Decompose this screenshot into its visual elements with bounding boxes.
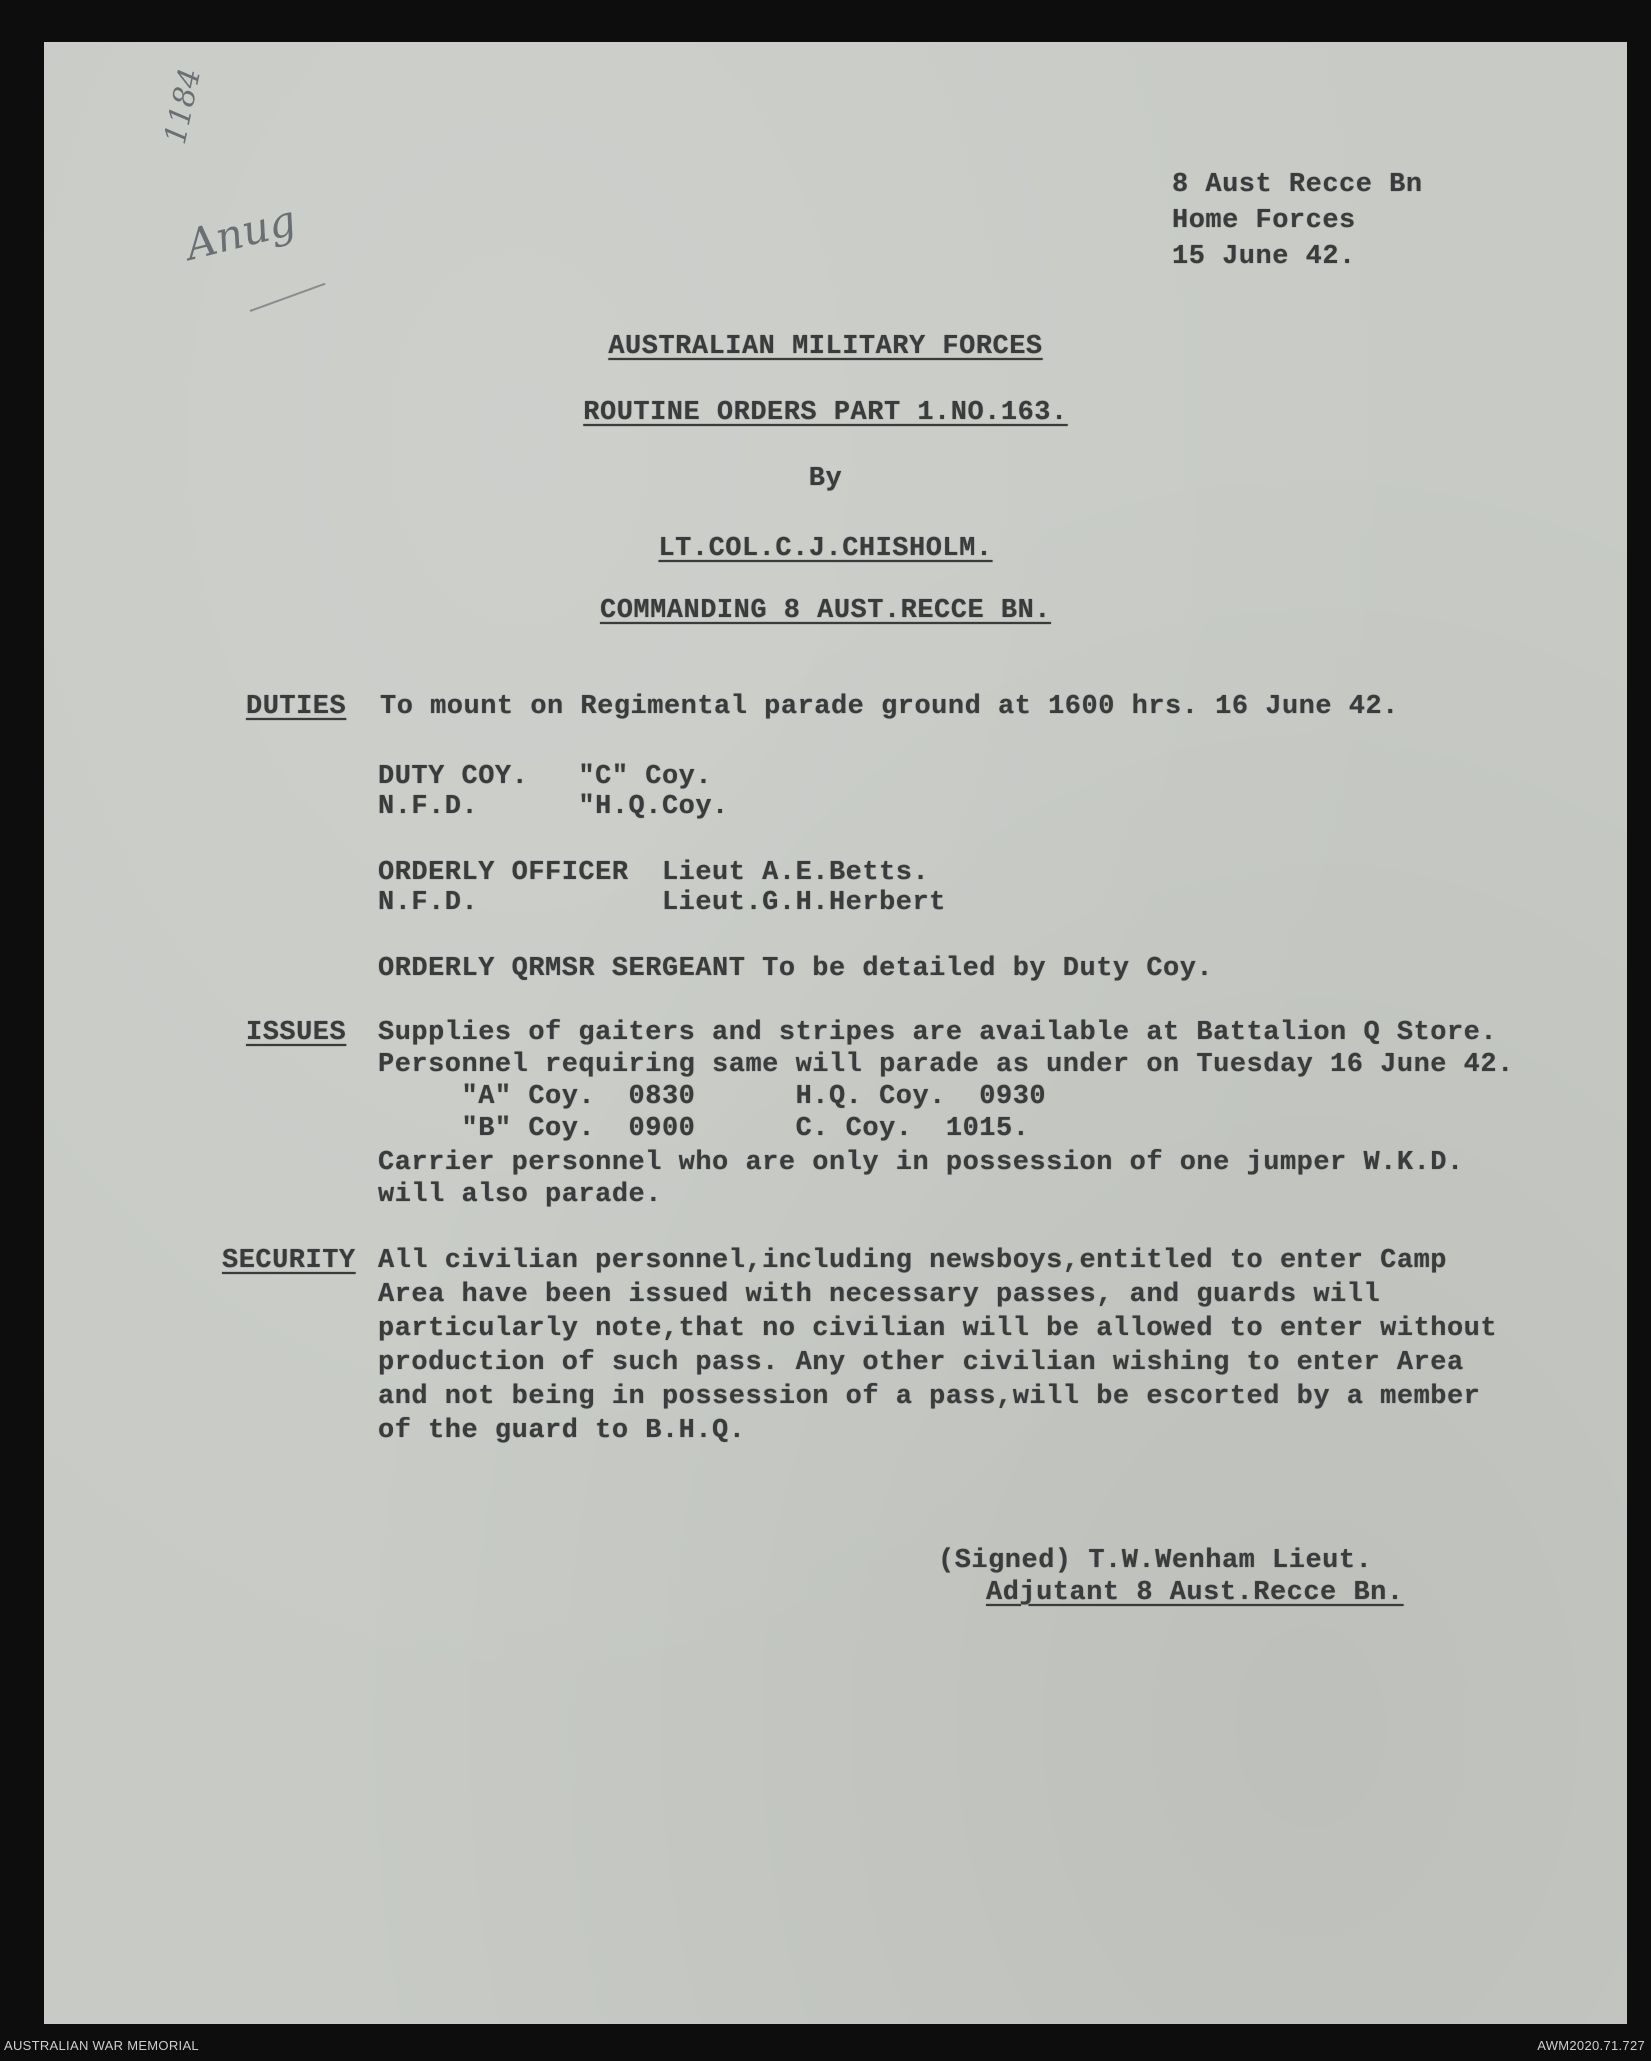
duties-intro: To mount on Regimental parade ground at 1600 hrs. 16 June 42. bbox=[380, 692, 1399, 722]
issues-line: will also parade. bbox=[378, 1180, 662, 1210]
title-by: By bbox=[808, 464, 843, 494]
signature-line: (Signed) T.W.Wenham Lieut. bbox=[938, 1546, 1373, 1576]
issues-line: Supplies of gaiters and stripes are available at Battalion Q Store. bbox=[378, 1018, 1498, 1048]
footer-accession-number: AWM2020.71.727 bbox=[1537, 2038, 1645, 2053]
duties-row: DUTY COY. "C" Coy. bbox=[378, 762, 713, 792]
security-heading: SECURITY bbox=[222, 1246, 356, 1276]
title-commanding: COMMANDING 8 AUST.RECCE BN. bbox=[600, 596, 1051, 626]
footer-institution: AUSTRALIAN WAR MEMORIAL bbox=[4, 2038, 199, 2053]
duties-row: ORDERLY QRMSR SERGEANT To be detailed by Duty Coy. bbox=[378, 954, 1214, 984]
title-forces: AUSTRALIAN MILITARY FORCES bbox=[608, 332, 1043, 362]
issues-line: "A" Coy. 0830 H.Q. Coy. 0930 bbox=[378, 1082, 1047, 1112]
issues-heading: ISSUES bbox=[246, 1018, 347, 1048]
security-line: Area have been issued with necessary passes, and guards will bbox=[378, 1280, 1381, 1310]
handwritten-number: 1184 bbox=[158, 65, 209, 148]
security-line: and not being in possession of a pass,will be escorted by a member bbox=[378, 1382, 1481, 1412]
security-line: All civilian personnel,including newsboys,entitled to enter Camp bbox=[378, 1246, 1447, 1276]
signature-title: Adjutant 8 Aust.Recce Bn. bbox=[986, 1578, 1404, 1608]
security-line: production of such pass. Any other civilian wishing to enter Area bbox=[378, 1348, 1464, 1378]
unit-header-line1: 8 Aust Recce Bn bbox=[1172, 170, 1423, 200]
duties-row: ORDERLY OFFICER Lieut A.E.Betts. bbox=[378, 858, 930, 888]
title-commander: LT.COL.C.J.CHISHOLM. bbox=[658, 534, 993, 564]
duties-row: N.F.D. "H.Q.Coy. bbox=[378, 792, 729, 822]
duties-row: N.F.D. Lieut.G.H.Herbert bbox=[378, 888, 946, 918]
security-line: of the guard to B.H.Q. bbox=[378, 1416, 746, 1446]
handwritten-initials: Anug bbox=[180, 195, 301, 270]
title-routine-orders: ROUTINE ORDERS PART 1.NO.163. bbox=[583, 398, 1068, 428]
unit-header-line2: Home Forces bbox=[1172, 206, 1356, 236]
security-line: particularly note,that no civilian will be allowed to enter without bbox=[378, 1314, 1498, 1344]
issues-line: Personnel requiring same will parade as under on Tuesday 16 June 42. bbox=[378, 1050, 1514, 1080]
unit-header-date: 15 June 42. bbox=[1172, 242, 1356, 272]
issues-line: "B" Coy. 0900 C. Coy. 1015. bbox=[378, 1114, 1030, 1144]
issues-line: Carrier personnel who are only in possession of one jumper W.K.D. bbox=[378, 1148, 1464, 1178]
duties-heading: DUTIES bbox=[246, 692, 347, 722]
